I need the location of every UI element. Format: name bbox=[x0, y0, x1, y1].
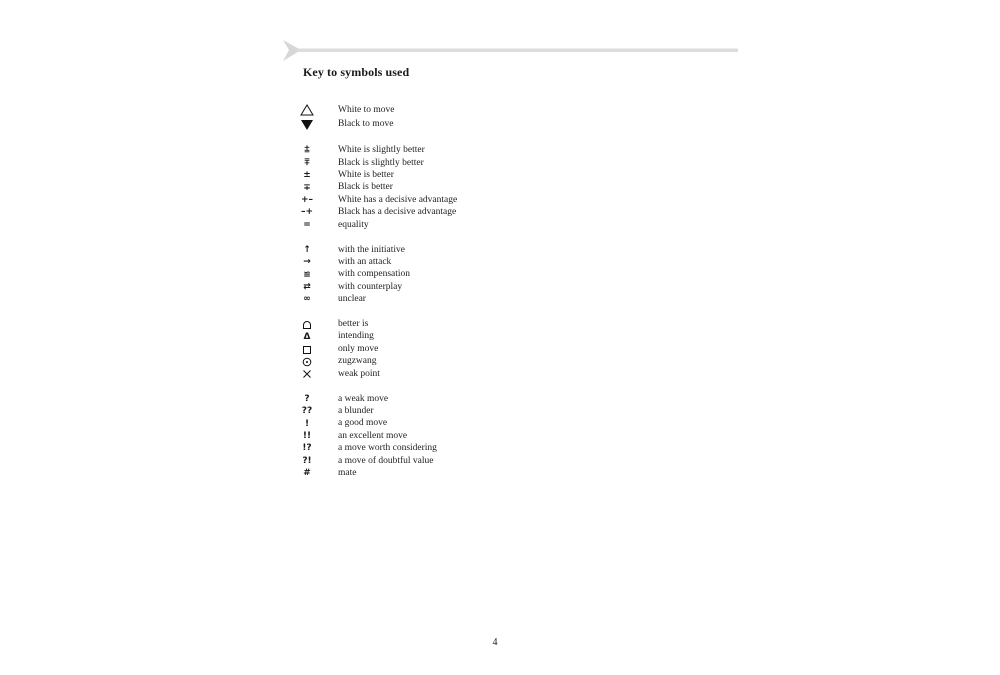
section-title: Key to symbols used bbox=[303, 65, 410, 79]
key-row bbox=[300, 430, 560, 442]
key-row bbox=[300, 468, 560, 480]
key-row bbox=[300, 406, 560, 418]
symbol-description: White has a decisive advantage bbox=[338, 194, 458, 205]
key-group-positional bbox=[300, 319, 560, 381]
symbol-description: with the initiative bbox=[338, 244, 406, 255]
key-row bbox=[300, 319, 560, 331]
symbol-key-list bbox=[300, 103, 560, 493]
key-row bbox=[300, 244, 560, 256]
key-row bbox=[300, 294, 560, 306]
move-annotation-symbol: ! bbox=[304, 418, 310, 429]
symbol-cell bbox=[300, 118, 338, 133]
symbol-description: with counterplay bbox=[338, 281, 403, 292]
symbol-description: a blunder bbox=[338, 406, 374, 417]
key-row bbox=[300, 103, 560, 118]
dynamics-symbol: ∞ bbox=[303, 294, 311, 305]
dynamics-symbol: → bbox=[303, 257, 311, 268]
key-row bbox=[300, 207, 560, 219]
dynamics-symbol: ↑ bbox=[303, 244, 311, 255]
evaluation-symbol: ⩲ bbox=[304, 145, 310, 156]
only-move-square-icon bbox=[302, 345, 312, 355]
symbol-description: Black has a decisive advantage bbox=[338, 207, 457, 218]
evaluation-symbol: ± bbox=[303, 170, 311, 181]
weak-point-cross-icon bbox=[302, 369, 312, 379]
symbol-description: unclear bbox=[338, 294, 366, 305]
key-row bbox=[300, 145, 560, 157]
header-arrow-rule bbox=[283, 39, 743, 63]
symbol-description: mate bbox=[338, 467, 357, 478]
symbol-description: White is better bbox=[338, 170, 394, 180]
key-row bbox=[300, 393, 560, 405]
move-annotation-symbol: ?? bbox=[301, 406, 313, 417]
evaluation-symbol: +– bbox=[300, 195, 314, 206]
key-row bbox=[300, 157, 560, 169]
symbol-description: an excellent move bbox=[338, 430, 408, 441]
symbol-description: with an attack bbox=[338, 256, 392, 267]
key-group-move-annotations bbox=[300, 393, 560, 480]
evaluation-symbol: = bbox=[303, 219, 311, 230]
symbol-description: intending bbox=[338, 331, 374, 342]
dynamics-symbol: ⇄ bbox=[303, 281, 311, 292]
symbol-cell bbox=[300, 103, 338, 118]
key-group-dynamics bbox=[300, 244, 560, 306]
symbol-description: Black is better bbox=[338, 182, 393, 193]
key-row bbox=[300, 331, 560, 343]
symbol-description: with compensation bbox=[338, 269, 411, 280]
move-annotation-symbol: !? bbox=[302, 443, 312, 454]
symbol-description: a move of doubtful value bbox=[338, 455, 434, 466]
dynamics-symbol: ≌ bbox=[303, 269, 311, 280]
black-triangle-down-icon bbox=[300, 119, 314, 131]
key-row bbox=[300, 118, 560, 133]
evaluation-symbol: –+ bbox=[300, 207, 314, 218]
symbol-description: only move bbox=[338, 343, 379, 354]
symbol-description: weak point bbox=[338, 368, 380, 379]
move-annotation-symbol: !! bbox=[302, 431, 312, 442]
symbol-description: equality bbox=[338, 219, 369, 230]
zugzwang-circle-icon bbox=[302, 357, 312, 367]
key-row bbox=[300, 170, 560, 182]
key-row bbox=[300, 418, 560, 430]
evaluation-symbol: ∓ bbox=[303, 182, 311, 193]
intending-symbol: Δ bbox=[303, 331, 311, 342]
key-row bbox=[300, 194, 560, 206]
move-annotation-symbol: # bbox=[303, 468, 311, 479]
symbol-description: a move worth considering bbox=[338, 443, 437, 454]
evaluation-symbol: ⩱ bbox=[304, 157, 310, 168]
key-row bbox=[300, 219, 560, 231]
key-row bbox=[300, 182, 560, 194]
key-group-side-to-move bbox=[300, 103, 560, 132]
page-number: 4 bbox=[492, 637, 498, 648]
key-row bbox=[300, 257, 560, 269]
symbol-description: Black is slightly better bbox=[338, 157, 424, 168]
key-row bbox=[300, 443, 560, 455]
symbol-description: White to move bbox=[338, 104, 395, 115]
key-row bbox=[300, 343, 560, 355]
symbol-description: a weak move bbox=[338, 393, 389, 404]
symbol-description: Black to move bbox=[338, 119, 394, 130]
symbol-description: better is bbox=[338, 319, 369, 330]
symbol-description: White is slightly better bbox=[338, 145, 425, 156]
key-row bbox=[300, 281, 560, 293]
move-annotation-symbol: ?! bbox=[302, 455, 312, 466]
key-row bbox=[300, 269, 560, 281]
key-row bbox=[300, 368, 560, 380]
key-group-evaluations bbox=[300, 145, 560, 232]
symbol-description: zugzwang bbox=[338, 356, 377, 367]
key-row bbox=[300, 455, 560, 467]
symbol-description: a good move bbox=[338, 418, 388, 429]
key-row bbox=[300, 356, 560, 368]
move-annotation-symbol: ? bbox=[304, 393, 310, 404]
white-triangle-up-icon bbox=[300, 104, 314, 116]
better-is-icon bbox=[302, 320, 312, 330]
